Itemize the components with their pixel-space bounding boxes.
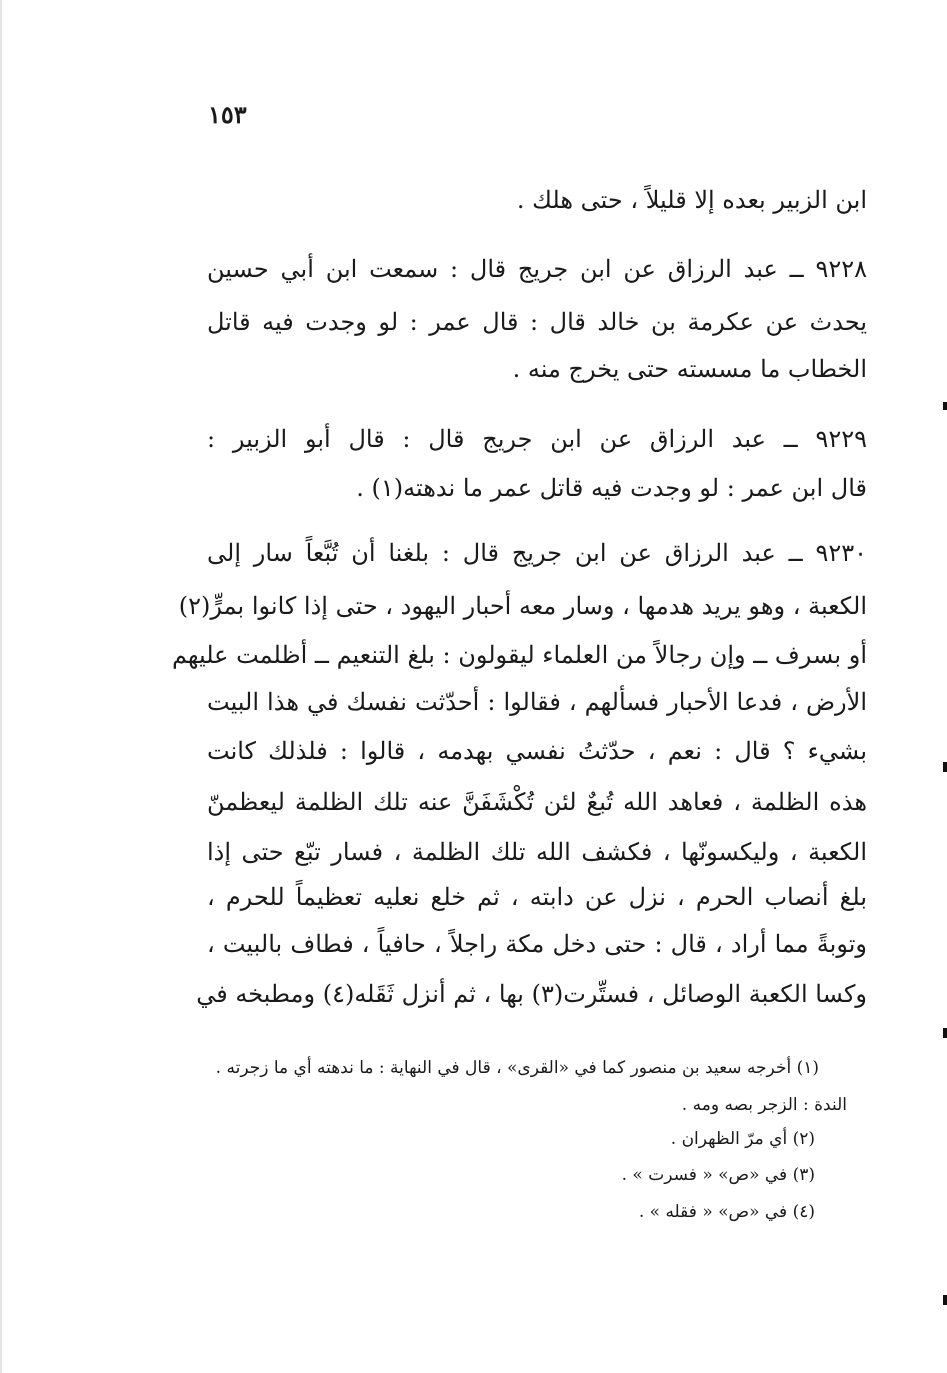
body-line: ٩٢٣٠ ــ عبد الرزاق عن ابن جريج قال : بلغنا أن تُبَّعاً سار إلى [207,539,867,567]
body-line: بشيء ؟ قال : نعم ، حدّثتُ نفسي بهدمه ، قالوا : فلذلك كانت [207,737,867,765]
body-line: يحدث عن عكرمة بن خالد قال : قال عمر : لو وجدت فيه قاتل [207,308,867,336]
footnote-line: الندة : الزجر بصه ومه . [681,1095,847,1115]
body-line: وكسا الكعبة الوصائل ، فستِّرت(٣) بها ، ثم أنزل ثَقَله(٤) ومطبخه في [196,980,867,1008]
body-line: ٩٢٢٩ ــ عبد الرزاق عن ابن جريج قال : قال أبو الزبير : [207,425,867,453]
body-line: ابن الزبير بعده إلا قليلاً ، حتى هلك . [516,186,867,214]
body-line: الكعبة ، وليكسونّها ، فكشف الله تلك الظلمة ، فسار تبّع حتى إذا [207,838,867,866]
body-line: أو بسرف ــ وإن رجالاً من العلماء ليقولون : بلغ التنعيم ــ أظلمت عليهم [171,641,867,669]
body-line: ٩٢٢٨ ــ عبد الرزاق عن ابن جريج قال : سمعت ابن أبي حسين [207,255,867,283]
footnote-line: (٣) في «ص» « فسرت » . [621,1165,815,1185]
footnote-line: (١) أخرجه سعيد بن منصور كما في «القرى» ، قال في النهاية : ما ندهته أي ما زجرته . [215,1058,819,1078]
scan-edge-mark [943,1295,947,1305]
body-line: الكعبة ، وهو يريد هدمها ، وسار معه أحبار اليهود ، حتى إذا كانوا بمرٍّ(٢) [178,592,867,620]
page-number: ١٥٣ [208,100,247,129]
body-line: قال ابن عمر : لو وجدت فيه قاتل عمر ما ندهته(١) . [356,474,867,502]
body-line: هذه الظلمة ، فعاهد الله تُبعٌ لئن تُكْشَفَنَّ عنه تلك الظلمة ليعظمنّ [207,788,867,816]
body-line: وتوبةً مما أراد ، قال : حتى دخل مكة راجلاً ، حافياً ، فطاف بالبيت ، [207,930,867,958]
body-line: بلغ أنصاب الحرم ، نزل عن دابته ، ثم خلع نعليه تعظيماً للحرم ، [207,883,867,911]
body-line: الخطاب ما مسسته حتى يخرج منه . [512,355,867,383]
scan-edge-mark [943,1028,947,1038]
scan-edge-shadow [0,0,2,1373]
scan-edge-mark [943,762,947,772]
body-line: الأرض ، فدعا الأحبار فسألهم ، فقالوا : أحدّثت نفسك في هذا البيت [207,688,867,716]
scan-edge-mark [943,402,947,410]
footnote-line: (٤) في «ص» « فقله » . [638,1202,815,1222]
footnote-line: (٢) أي مرّ الظهران . [670,1129,815,1149]
